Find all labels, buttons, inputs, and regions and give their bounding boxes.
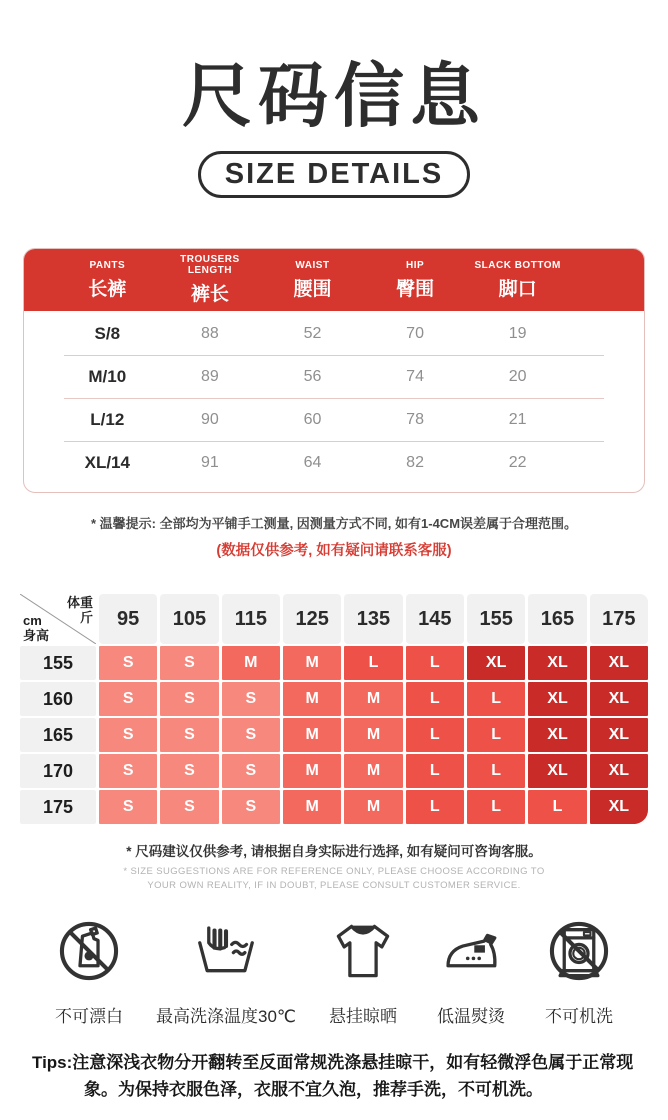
measurement-value: 20 [508, 368, 527, 385]
table-row [24, 356, 644, 398]
size-cell: S [222, 682, 280, 716]
size-cell: XL [467, 646, 525, 680]
measurement-value: 21 [508, 411, 527, 428]
size-cell: M [283, 682, 341, 716]
size-cell: S [99, 646, 157, 680]
size-cell: S [160, 682, 218, 716]
height-weight-size-matrix [20, 594, 648, 824]
size-cell: L [406, 646, 464, 680]
care-instructions [0, 910, 668, 1027]
measurement-value: 89 [200, 368, 219, 385]
size-cell: L [467, 754, 525, 788]
measurement-value: 90 [200, 411, 219, 428]
size-label: M/10 [88, 367, 127, 386]
care-item-no-bleach: 不可漂白 [48, 910, 130, 1027]
measure-note-red: (数据仅供参考, 如有疑问请联系客服) [216, 543, 452, 559]
height-header: 175 [20, 790, 96, 824]
subtitle-badge: SIZE DETAILS [198, 151, 470, 198]
measurement-value: 88 [200, 325, 219, 342]
column-header: TROUSERS LENGTH 裤长 [180, 254, 240, 305]
hang-dry-icon [322, 910, 404, 992]
height-header: 160 [20, 682, 96, 716]
size-cell: S [222, 790, 280, 824]
measurement-value: 82 [406, 454, 424, 471]
table-row [24, 313, 644, 355]
size-cell: M [283, 754, 341, 788]
column-header: HIP 臀围 [396, 259, 435, 300]
size-cell: XL [590, 754, 648, 788]
size-cell: S [99, 682, 157, 716]
size-cell: S [222, 754, 280, 788]
weight-header: 135 [344, 594, 402, 644]
size-label: L/12 [90, 410, 125, 429]
size-cell: XL [590, 790, 648, 824]
size-cell: M [344, 754, 402, 788]
size-cell: M [344, 682, 402, 716]
size-cell: S [99, 754, 157, 788]
size-cell: XL [590, 718, 648, 752]
measurement-value: 60 [303, 411, 322, 428]
weight-header: 115 [222, 594, 280, 644]
size-cell: M [283, 718, 341, 752]
measurement-value: 70 [406, 325, 424, 342]
weight-header: 155 [467, 594, 525, 644]
max-wash-30-icon [185, 910, 267, 992]
measurement-value: 22 [508, 454, 527, 471]
pants-size-table [23, 248, 645, 493]
size-cell: XL [528, 754, 586, 788]
weight-header: 95 [99, 594, 157, 644]
table-row [24, 442, 644, 484]
size-label: XL/14 [84, 453, 130, 472]
measurement-value: 91 [200, 454, 219, 471]
size-cell: L [406, 682, 464, 716]
size-cell: XL [528, 718, 586, 752]
care-item-no-machine-wash: 不可机洗 [538, 910, 620, 1027]
size-cell: L [467, 790, 525, 824]
size-cell: M [344, 718, 402, 752]
column-header: SLACK BOTTOM 脚口 [474, 259, 561, 300]
column-header: WAIST 腰围 [293, 259, 332, 300]
size-label: S/8 [94, 324, 121, 343]
table-row [24, 399, 644, 441]
care-item-wash-30: 最高洗涤温度30℃ [156, 910, 296, 1027]
weight-header: 145 [406, 594, 464, 644]
size-cell: L [406, 754, 464, 788]
column-header: PANTS 长裤 [88, 259, 127, 300]
size-cell: L [406, 790, 464, 824]
measure-note: * 温馨提示: 全部均为平铺手工测量, 因测量方式不同, 如有1-4CM误差属于合理范围。 [90, 516, 578, 531]
corner-weight-label: 体重 斤 [66, 595, 93, 625]
weight-header: 165 [528, 594, 586, 644]
weight-header: 105 [160, 594, 218, 644]
size-suggestion-note-cn: * 尺码建议仅供参考, 请根据自身实际进行选择, 如有疑问可咨询客服。 [126, 844, 542, 859]
no-machine-wash-icon [538, 910, 620, 992]
washing-tips: Tips:注意深浅衣物分开翻转至反面常规洗涤悬挂晾干，如有轻微浮色属于正常现象。为保持衣服色泽，衣服不宜久泡，推荐手洗，不可机洗。 [32, 1052, 634, 1099]
low-iron-icon [430, 910, 512, 992]
subtitle-wrap [0, 151, 668, 198]
pants-table-body [24, 311, 644, 492]
measurement-value: 19 [508, 325, 527, 342]
height-header: 170 [20, 754, 96, 788]
size-cell: M [344, 790, 402, 824]
page-title: 尺码信息 [182, 57, 486, 135]
size-cell: M [283, 790, 341, 824]
no-bleach-icon [48, 910, 130, 992]
size-cell: XL [528, 646, 586, 680]
size-cell: XL [590, 646, 648, 680]
corner-height-label: cm 身高 [23, 613, 50, 643]
height-header: 155 [20, 646, 96, 680]
size-cell: L [344, 646, 402, 680]
size-suggestion-note-en: * SIZE SUGGESTIONS ARE FOR REFERENCE ONLY, PLEASE CHOOSE ACCORDING TO YOUR OWN REALITY, IF IN DOUBT, PLEASE CONSULT CUSTOMER SERVICE. [123, 866, 545, 892]
measurement-value: 74 [406, 368, 424, 385]
measurement-value: 56 [303, 368, 322, 385]
size-cell: M [283, 646, 341, 680]
weight-header: 125 [283, 594, 341, 644]
size-cell: L [467, 682, 525, 716]
size-cell: S [160, 790, 218, 824]
size-cell: S [222, 718, 280, 752]
size-cell: S [99, 718, 157, 752]
weight-header: 175 [590, 594, 648, 644]
measurement-value: 52 [303, 325, 322, 342]
size-cell: L [467, 718, 525, 752]
size-cell: M [222, 646, 280, 680]
measurement-value: 78 [406, 411, 424, 428]
height-header: 165 [20, 718, 96, 752]
size-cell: S [160, 646, 218, 680]
measurement-value: 64 [303, 454, 322, 471]
pants-table-header [24, 249, 644, 311]
care-item-hang-dry: 悬挂晾晒 [322, 910, 404, 1027]
matrix-corner-cell [20, 594, 96, 644]
size-cell: L [528, 790, 586, 824]
size-cell: L [406, 718, 464, 752]
size-cell: XL [590, 682, 648, 716]
size-cell: XL [528, 682, 586, 716]
size-cell: S [99, 790, 157, 824]
size-cell: S [160, 754, 218, 788]
size-cell: S [160, 718, 218, 752]
care-item-low-iron: 低温熨烫 [430, 910, 512, 1027]
